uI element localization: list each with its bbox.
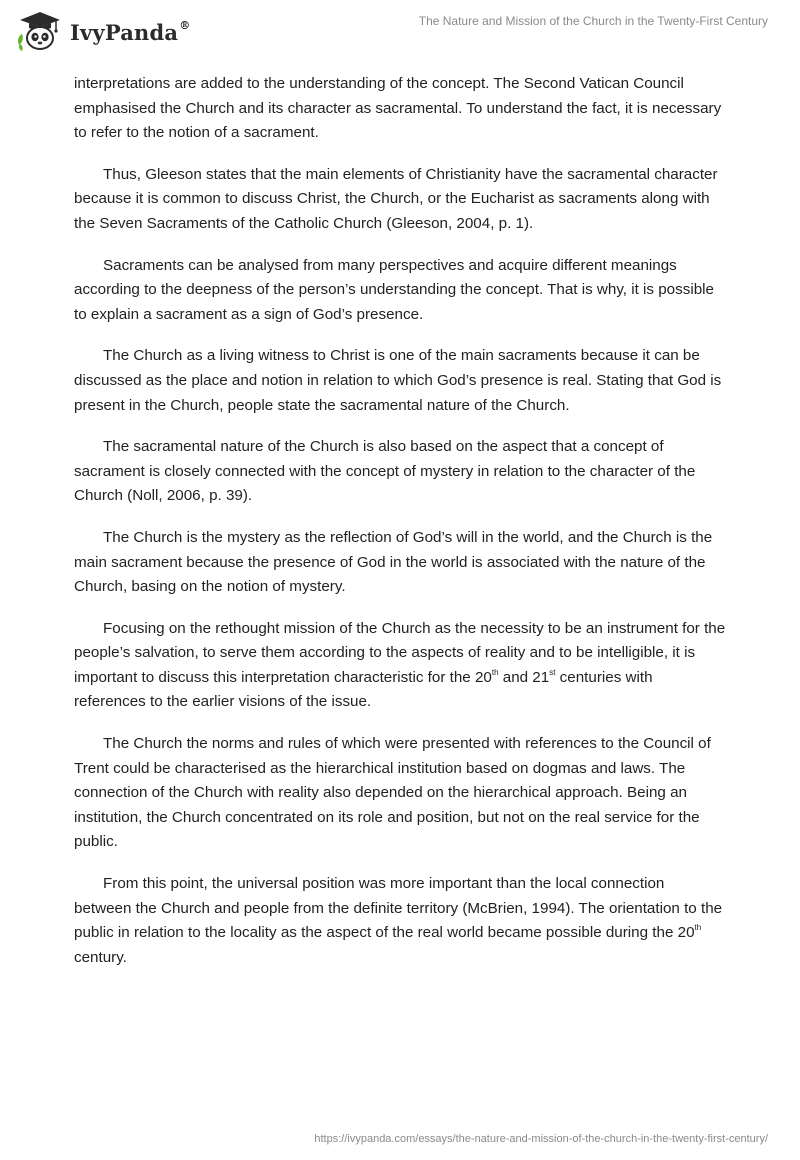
ordinal-suffix: th [491, 667, 499, 677]
paragraph: The Church as a living witness to Christ is one of the main sacraments because it can be discussed as the place and notion in relation to which God’s presence is real. Stating that God is present in the Church, people state the sacramental nature of the Church. [74, 347, 722, 414]
paragraph: interpretations are added to the understanding of the concept. The Second Vatican Council emphasised the Church and its character as sacramental. To understand the fact, it is necessary to refer to the notion of a sacrament. [74, 75, 722, 142]
paragraph-text: centuries with references to the earlier visions of the issue. [74, 668, 653, 711]
paragraph-text: and 21 [498, 668, 550, 686]
paragraph: The Church the norms and rules of which were presented with references to the Council of Trent could be characterised as the hierarchical institution based on dogmas and laws. The connection of the Church with reality also depended on the hierarchical approach. Being an institution, the Church concentrated on its role and position, but not on the real service for the public. [74, 735, 711, 851]
paragraph-text: Focusing on the rethought mission of the Church as the necessity to be an instrument for the people’s salvation, to serve them according to the aspects of reality and to be intelligible, it is important to discuss this interpretation characteristic for the 20 [74, 619, 726, 686]
registered-mark: ® [179, 18, 191, 32]
paragraph [74, 617, 726, 715]
paragraph: The sacramental nature of the Church is also based on the aspect that a concept of sacrament is closely connected with the concept of mystery in relation to the character of the Church (Noll, 2006, p. 39). [74, 438, 696, 505]
paragraph-text: From this point, the universal position was more important than the local connection between the Church and people from the definite territory (McBrien, 1994). The orientation to the public in relation to the locality as the aspect of the real world became possible during the 20 [74, 875, 723, 942]
brand-name [70, 20, 190, 45]
paragraph: Thus, Gleeson states that the main elements of Christianity have the sacramental character because it is common to discuss Christ, the Church, or the Eucharist as sacraments along with the Seven Sacraments of the Catholic Church (Gleeson, 2004, p. 1). [74, 165, 718, 232]
essay-body [74, 72, 726, 987]
brand-name-text: IvyPanda [70, 19, 179, 45]
paragraph: Sacraments can be analysed from many perspectives and acquire different meanings according to the deepness of the person’s understanding the concept. That is why, it is possible to explain a sacrament as a sign of God’s presence. [74, 256, 714, 323]
panda-graduate-logo-icon [16, 10, 64, 52]
ordinal-suffix: th [694, 923, 702, 933]
paragraph: The Church is the mystery as the reflection of God’s will in the world, and the Church is the main sacrament because the presence of God in the world is associated with the nature of the Church, basing on the notion of mystery. [74, 528, 713, 596]
ordinal-suffix: st [549, 667, 556, 677]
page-header [0, 0, 800, 60]
document-title: The Nature and Mission of the Church in the Twenty-First Century [418, 14, 768, 28]
source-url[interactable]: https://ivypanda.com/essays/the-nature-and-mission-of-the-church-in-the-twenty-first-century/ [314, 1133, 768, 1145]
paragraph [74, 872, 726, 970]
paragraph-text: century. [74, 948, 127, 966]
ivypanda-logo[interactable] [16, 10, 190, 52]
